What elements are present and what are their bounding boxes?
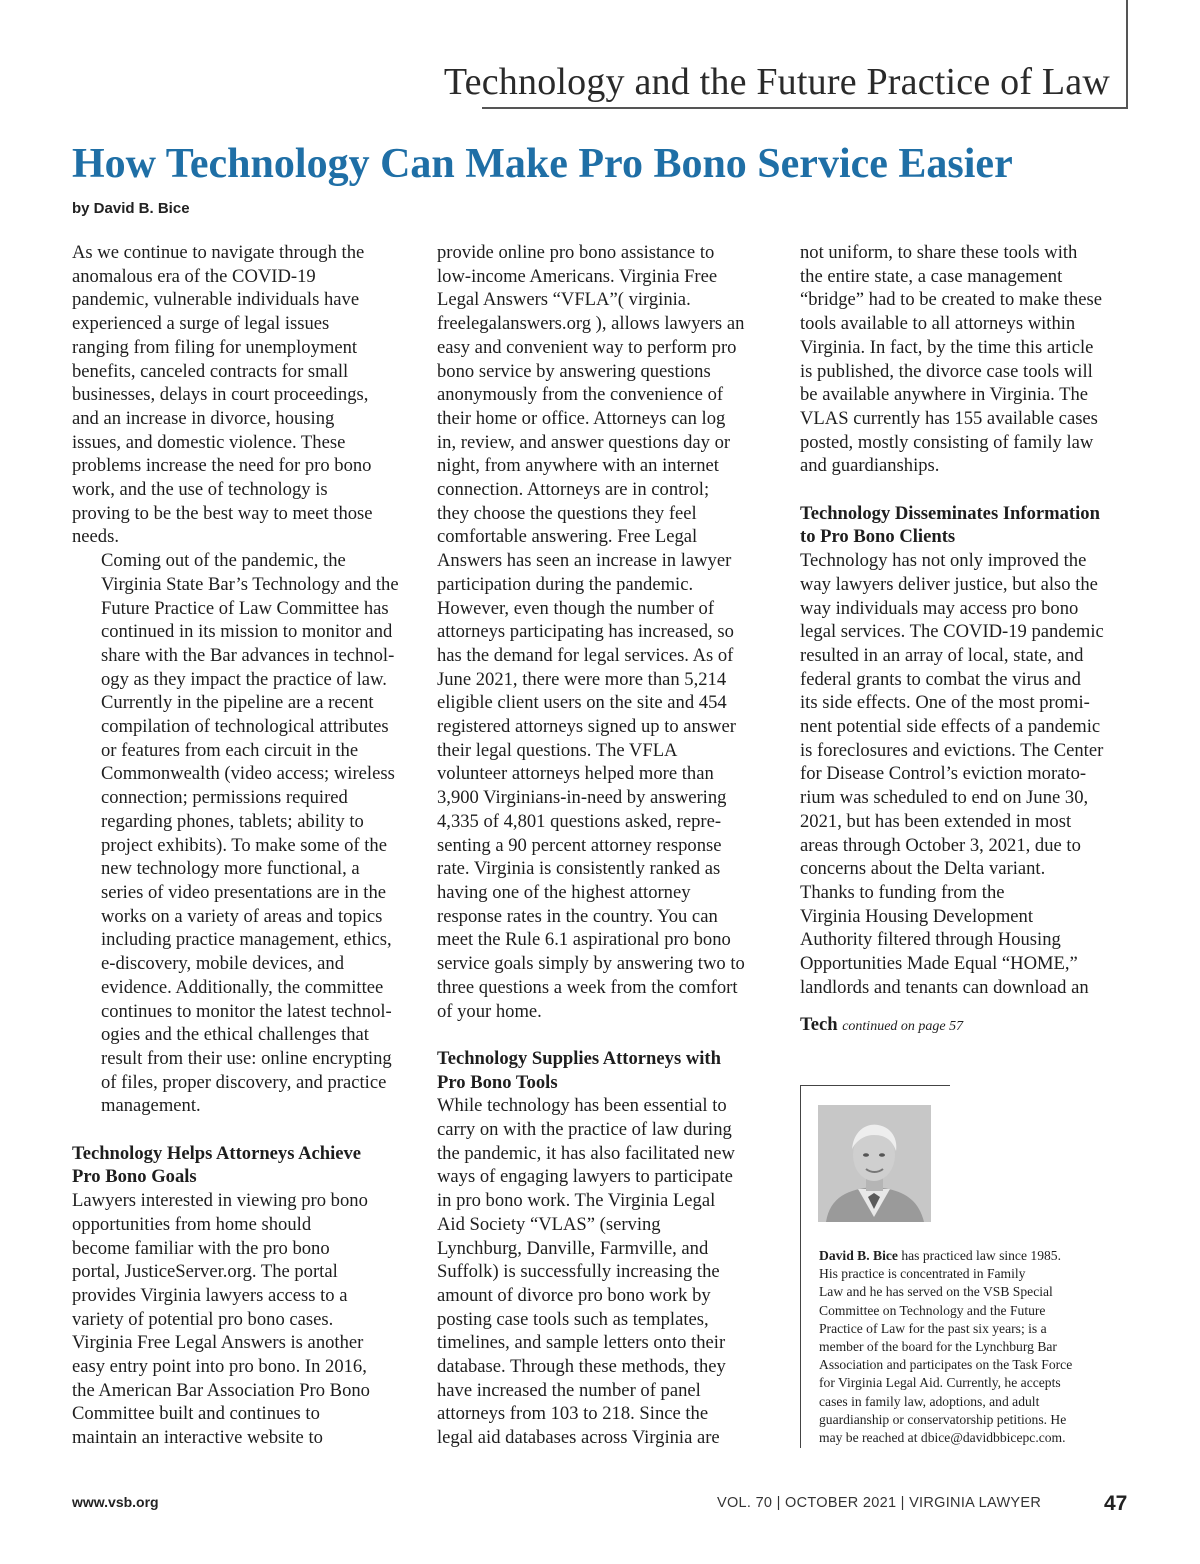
text-line: participation during the pandemic. <box>437 573 694 595</box>
text-line: easy entry point into pro bono. In 2016, <box>72 1356 367 1378</box>
text-line: Coming out of the pandemic, the <box>101 550 346 572</box>
text-line: issues, and domestic violence. These <box>72 431 346 453</box>
text-line: freelegalanswers.org ), allows lawyers an <box>437 313 745 335</box>
text-line: in pro bono work. The Virginia Legal <box>437 1190 716 1212</box>
text-line: not uniform, to share these tools with <box>800 242 1078 263</box>
text-line: Authority filtered through Housing <box>800 929 1061 951</box>
text-line: posted, mostly consisting of family law <box>800 431 1094 453</box>
text-line: series of video presentations are in the <box>101 881 387 903</box>
text-line: connection; permissions required <box>101 787 348 809</box>
text-line: continues to monitor the latest technol- <box>101 1000 392 1022</box>
text-line: attorneys participating has increased, so <box>437 621 734 643</box>
text-line: ways of engaging lawyers to participate <box>437 1166 733 1188</box>
text-line: way individuals may access pro bono <box>800 597 1079 619</box>
text-line: carry on with the practice of law during <box>437 1119 732 1140</box>
paragraph <box>72 549 412 1118</box>
text-line: management. <box>101 1095 201 1117</box>
text-line: their home or office. Attorneys can log <box>437 407 726 429</box>
article-headline: How Technology Can Make Pro Bono Service Easier <box>72 141 1013 187</box>
text-line: they choose the questions they feel <box>437 502 697 524</box>
text-line: Pro Bono Tools <box>437 1071 558 1093</box>
page-number: 47 <box>1104 1492 1128 1515</box>
text-line: provides Virginia lawyers access to a <box>72 1284 348 1306</box>
text-line: opportunities from home should <box>72 1213 312 1235</box>
text-line: is published, the divorce case tools will <box>800 360 1093 382</box>
text-line: legal aid databases across Virginia are <box>437 1427 720 1449</box>
text-line: problems increase the need for pro bono <box>72 455 372 477</box>
text-line: provide online pro bono assistance to <box>437 242 715 263</box>
text-line: three questions a week from the comfort <box>437 976 738 998</box>
text-line: way lawyers deliver justice, but also the <box>800 573 1098 595</box>
text-line: database. Through these methods, they <box>437 1356 726 1378</box>
text-line: nent potential side effects of a pandemic <box>800 716 1101 738</box>
text-line: Technology has not only improved the <box>800 550 1087 572</box>
text-line: legal services. The COVID-19 pandemic <box>800 621 1104 643</box>
text-line: Lawyers interested in viewing pro bono <box>72 1190 368 1212</box>
text-line: have increased the number of panel <box>437 1379 701 1401</box>
author-bio-box <box>800 1085 1100 1448</box>
text-line: Commonwealth (video access; wireless <box>101 763 395 785</box>
text-line: June 2021, there were more than 5,214 <box>437 668 727 690</box>
article-column-2 <box>437 241 777 1450</box>
text-line: eligible client users on the site and 454 <box>437 692 727 714</box>
text-line: areas through October 3, 2021, due to <box>800 834 1081 856</box>
text-line: senting a 90 percent attorney response <box>437 834 722 856</box>
text-line: VLAS currently has 155 available cases <box>800 407 1098 429</box>
text-line: anomalous era of the COVID-19 <box>72 265 316 287</box>
text-line: Law and he has served on the VSB Special <box>819 1284 1053 1300</box>
text-line: share with the Bar advances in technol- <box>101 644 395 666</box>
text-line: 3,900 Virginians-in-need by answering <box>437 787 727 809</box>
text-line: for Virginia Legal Aid. Currently, he accepts <box>819 1375 1061 1391</box>
text-line: businesses, delays in court proceedings, <box>72 384 369 406</box>
paragraph <box>800 549 1132 999</box>
text-line: of files, proper discovery, and practice <box>101 1071 387 1093</box>
text-line: is foreclosures and evictions. The Center <box>800 739 1104 761</box>
text-line: concerns about the Delta variant. <box>800 858 1046 880</box>
text-line: guardianship or conservatorship petitions. He <box>819 1411 1067 1427</box>
author-photo-illustration <box>818 1105 931 1222</box>
text-line: for Disease Control’s eviction morato- <box>800 763 1087 785</box>
text-line: ogies and the ethical challenges that <box>101 1024 369 1046</box>
paragraph <box>437 241 777 1023</box>
text-line: connection. Attorneys are in control; <box>437 479 710 501</box>
text-line: Pro Bono Goals <box>72 1166 197 1188</box>
text-line: Committee built and continues to <box>72 1403 320 1425</box>
text-line: Technology Helps Attorneys Achieve <box>72 1142 362 1164</box>
footer-website: www.vsb.org <box>72 1494 159 1510</box>
bio-left-rule <box>800 1085 801 1448</box>
text-line: their legal questions. The VFLA <box>437 739 678 761</box>
text-line: meet the Rule 6.1 aspirational pro bono <box>437 929 731 951</box>
text-line: having one of the highest attorney <box>437 881 691 903</box>
header-vertical-rule <box>1126 0 1128 108</box>
text-line: resulted in an array of local, state, and <box>800 644 1084 666</box>
text-line: of your home. <box>437 1000 542 1022</box>
text-line: comfortable answering. Free Legal <box>437 526 698 548</box>
text-line: the pandemic, it has also facilitated new <box>437 1142 735 1164</box>
subheading <box>800 502 1132 549</box>
text-line: bono service by answering questions <box>437 360 711 382</box>
text-line: its side effects. One of the most promi- <box>800 692 1090 714</box>
text-line: and an increase in divorce, housing <box>72 407 335 429</box>
text-line: Virginia State Bar’s Technology and the <box>101 573 399 595</box>
text-line: cases in family law, adoptions, and adult <box>819 1393 1040 1409</box>
text-line: 2021, but has been extended in most <box>800 810 1072 832</box>
text-line: attorneys from 103 to 218. Since the <box>437 1403 709 1425</box>
continued-note: continued on page 57 <box>842 1019 964 1035</box>
text-line: ranging from filing for unemployment <box>72 336 358 358</box>
text-line: the entire state, a case management <box>800 265 1063 287</box>
text-line: landlords and tenants can download an <box>800 976 1089 998</box>
text-line: posting case tools such as templates, <box>437 1308 709 1330</box>
text-line: new technology more functional, a <box>101 858 360 880</box>
text-line: may be reached at dbice@davidbbicepc.com. <box>819 1430 1066 1446</box>
text-line: result from their use: online encrypting <box>101 1047 392 1069</box>
text-line: maintain an interactive website to <box>72 1427 323 1449</box>
text-line: be available anywhere in Virginia. The <box>800 384 1089 406</box>
bio-first-line: has practiced law since 1985. <box>897 1248 1061 1263</box>
header-horizontal-rule <box>482 107 1128 109</box>
continued-word: Tech <box>800 1014 838 1036</box>
text-line: portal, JusticeServer.org. The portal <box>72 1261 338 1283</box>
text-line: Legal Answers “VFLA”( virginia. <box>437 289 691 311</box>
text-line: “bridge” had to be created to make these <box>800 289 1103 311</box>
text-line: volunteer attorneys helped more than <box>437 763 714 785</box>
text-line: regarding phones, tablets; ability to <box>101 810 364 832</box>
text-line: evidence. Additionally, the committee <box>101 976 384 998</box>
text-line: timelines, and sample letters onto their <box>437 1332 726 1354</box>
text-line: Suffolk) is successfully increasing the <box>437 1261 720 1283</box>
text-line: or features from each circuit in the <box>101 739 359 761</box>
text-line: Practice of Law for the past six years; is a <box>819 1320 1047 1336</box>
text-line: federal grants to combat the virus and <box>800 668 1081 690</box>
text-line: pandemic, vulnerable individuals have <box>72 289 360 311</box>
article-byline: by David B. Bice <box>72 200 190 217</box>
text-line: ogy as they impact the practice of law. <box>101 668 387 690</box>
text-line: works on a variety of areas and topics <box>101 905 383 927</box>
text-line: While technology has been essential to <box>437 1095 727 1117</box>
author-photo <box>818 1105 931 1222</box>
text-line: service goals simply by answering two to <box>437 953 745 975</box>
paragraph <box>72 241 412 549</box>
text-line: Technology Supplies Attorneys with <box>437 1047 721 1069</box>
text-line: Lynchburg, Danville, Farmville, and <box>437 1237 709 1259</box>
text-line: response rates in the country. You can <box>437 905 718 927</box>
text-line: Answers has seen an increase in lawyer <box>437 550 732 572</box>
text-line: member of the board for the Lynchburg Bar <box>819 1339 1057 1355</box>
author-bio <box>819 1247 1115 1447</box>
text-line: 4,335 of 4,801 questions asked, repre- <box>437 810 722 832</box>
subheading <box>437 1047 777 1094</box>
subheading <box>72 1142 412 1189</box>
text-line: Thanks to funding from the <box>800 881 1005 903</box>
text-line: easy and convenient way to perform pro <box>437 336 737 358</box>
text-line: experienced a surge of legal issues <box>72 313 330 335</box>
text-line: continued in its mission to monitor and <box>101 621 393 643</box>
text-line: project exhibits). To make some of the <box>101 834 387 856</box>
text-line: become familiar with the pro bono <box>72 1237 330 1259</box>
text-line: Technology Disseminates Information <box>800 502 1100 524</box>
text-line: As we continue to navigate through the <box>72 242 365 263</box>
text-line: registered attorneys signed up to answer <box>437 716 736 738</box>
text-line: Virginia. In fact, by the time this article <box>800 336 1094 358</box>
text-line: benefits, canceled contracts for small <box>72 360 349 382</box>
footer-issue-info: VOL. 70 | OCTOBER 2021 | VIRGINIA LAWYER <box>717 1495 1042 1511</box>
text-line: e-discovery, mobile devices, and <box>101 953 345 975</box>
text-line: including practice management, ethics, <box>101 929 392 951</box>
text-line: night, from anywhere with an internet <box>437 455 719 477</box>
article-column-1 <box>72 241 412 1450</box>
text-line: work, and the use of technology is <box>72 479 328 501</box>
text-line: low-income Americans. Virginia Free <box>437 265 718 287</box>
text-line: to Pro Bono Clients <box>800 526 956 548</box>
text-line: the American Bar Association Pro Bono <box>72 1379 370 1401</box>
text-line: Aid Society “VLAS” (serving <box>437 1213 661 1235</box>
section-title: Technology and the Future Practice of Law <box>443 61 1110 103</box>
text-line: has the demand for legal services. As of <box>437 644 734 666</box>
text-line: His practice is concentrated in Family <box>819 1266 1026 1282</box>
text-line: Opportunities Made Equal “HOME,” <box>800 953 1078 975</box>
text-line: tools available to all attorneys within <box>800 313 1076 335</box>
text-line: Virginia Free Legal Answers is another <box>72 1332 364 1354</box>
bio-top-rule <box>800 1085 950 1086</box>
text-line: Currently in the pipeline are a recent <box>101 692 374 714</box>
paragraph <box>72 1189 412 1450</box>
text-line: However, even though the number of <box>437 597 715 619</box>
text-line: Future Practice of Law Committee has <box>101 597 389 619</box>
text-line: variety of potential pro bono cases. <box>72 1308 334 1330</box>
text-line: rium was scheduled to end on June 30, <box>800 787 1089 809</box>
text-line: in, review, and answer questions day or <box>437 431 731 453</box>
text-line: Committee on Technology and the Future <box>819 1302 1046 1318</box>
author-name: David B. Bice <box>819 1248 898 1263</box>
text-line: Association and participates on the Task Force <box>819 1357 1073 1373</box>
text-line: anonymously from the convenience of <box>437 384 724 406</box>
text-line: Virginia Housing Development <box>800 905 1033 927</box>
text-line: and guardianships. <box>800 455 940 477</box>
text-line: amount of divorce pro bono work by <box>437 1284 711 1306</box>
text-line: proving to be the best way to meet those <box>72 502 373 524</box>
paragraph <box>437 1094 777 1450</box>
paragraph <box>800 241 1132 478</box>
text-line: compilation of technological attributes <box>101 716 389 738</box>
text-line: needs. <box>72 526 119 548</box>
bio-lines <box>819 1265 1115 1447</box>
article-column-3 <box>800 241 1132 1039</box>
text-line: rate. Virginia is consistently ranked as <box>437 858 721 880</box>
continued-jump <box>800 1013 1132 1039</box>
